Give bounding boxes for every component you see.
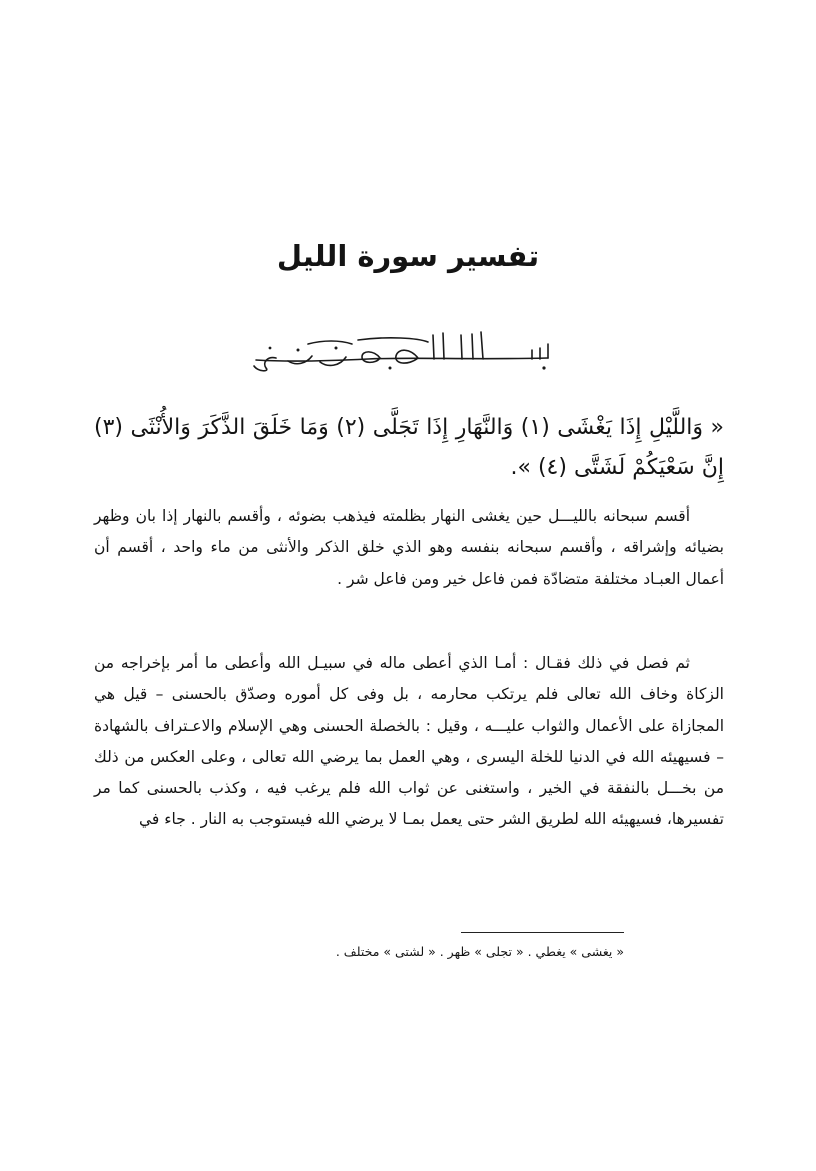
commentary-paragraph: أقسم سبحانه بالليـــل حين يغشى النهار بظلمته فيذهب بضوئه ، وأقسم بالنهار إذا بان وظهر بضيائه وإشراقه ، وأقسم سبحانه بنفسه وهو الذي خلق الذكر والأنثى من ماء واحد ، أقسم أن أعمال العبـاد مختلفة متضادّة فمن فاعل خير ومن فاعل شر . xyxy=(94,507,724,588)
footnote: « يغشى » يغطي . « تجلى » ظهر . « لشتى » مختلف . xyxy=(335,944,624,959)
basmala-calligraphy xyxy=(248,326,558,376)
commentary-paragraph: ثم فصل في ذلك فقـال : أمـا الذي أعطى ماله في سبيـل الله وأعطى ما أمر بإخراجه من الزكاة وخاف الله تعالى فلم يرتكب محارمه ، بل وفى كل أموره وصدّق بالحسنى – قيل هي المجازاة على الأعمال والثواب عليـــه ، وقيل : بالخصلة الحسنى وهي الإسلام والاعـتراف بالشهادة – فسيهيئه الله في الدنيا للخلة اليسرى ، وهي العمل بما يرضي الله تعالى ، وعلى العكس من ذلك من بخـــل بالنفقة في الخير ، واستغنى عن ثواب الله فلم يرغب فيه ، وكذب بالحسنى كما مر تفسيرها، فسيهيئه الله لطريق الشر حتى يعمل بمـا لا يرضي الله فيستوجب به النار . جاء في xyxy=(94,654,724,829)
page-title: تفسير سورة الليل xyxy=(276,239,540,273)
quran-verses: « وَاللَّيْلِ إِذَا يَغْشَى (١) وَالنَّهَارِ إِذَا تَجَلَّى (٢) وَمَا خَلَقَ الذَّكَرَ وَالأُنْثَى (٣) إِنَّ سَعْيَكُمْ لَشَتَّى (٤) ». xyxy=(94,415,724,480)
footnote-divider xyxy=(461,932,624,933)
